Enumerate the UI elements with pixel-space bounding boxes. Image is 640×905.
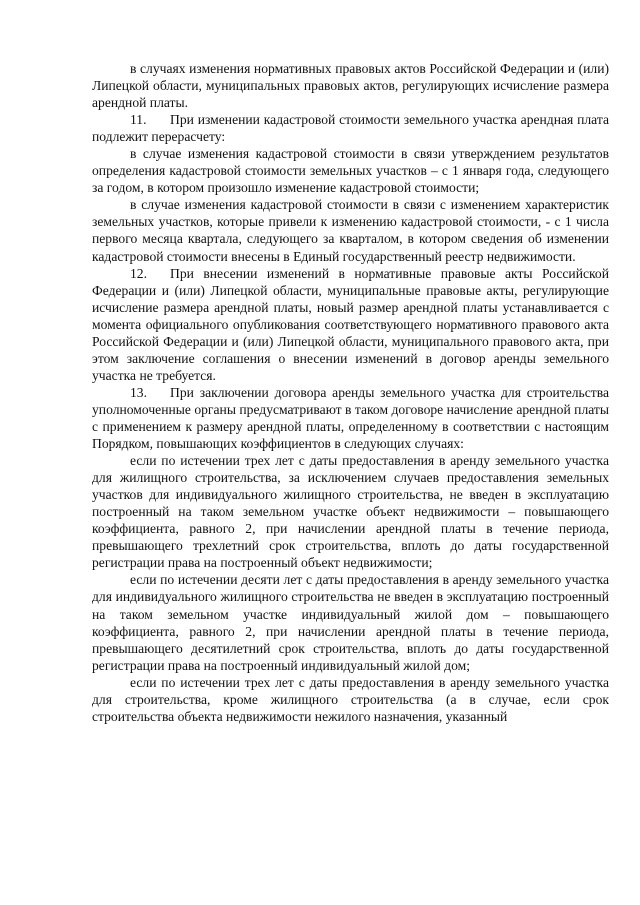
clause-number: 12. [130,265,147,281]
clause-number: 13. [130,384,147,400]
clause-12 [92,265,609,384]
paragraph [92,60,609,111]
paragraph-text: если по истечении десяти лет с даты предоставления в аренду земельного участка для индивидуального жилищного строительства не введен в эксплуатацию построенный на таком земельном участке индивидуальный жилой дом – повышающего коэффициента, равного 2, при начислении арендной платы в течение периода, превышающего десятилетний срок строительства, вплоть до даты государственной регистрации права на построенный индивидуальный жилой дом; [92,572,609,673]
paragraph-text: если по истечении трех лет с даты предоставления в аренду земельного участка для жилищного строительства, за исключением случаев предоставления земельных участков для индивидуального жилищного строительства, не введен в эксплуатацию построенный на таком земельном участке объект недвижимости – повышающего коэффициента, равного 2, при начислении арендной платы в течение периода, превышающего трехлетний срок строительства, вплоть до даты государственной регистрации права на построенный объект недвижимости; [92,453,609,571]
paragraph-text: При заключении договора аренды земельного участка для строительства уполномоченные органы предусматривают в таком договоре начисление арендной платы с применением к размеру арендной платы, определенному в соответствии с настоящим Порядком, повышающих коэффициентов в следующих случаях: [92,384,609,452]
paragraph-text: При внесении изменений в нормативные правовые акты Российской Федерации и (или) Липецкой области, муниципальные правовые акты, регулирующие исчисление размера арендной платы, новый размер арендной платы устанавливается с момента официального опубликования соответствующего нормативного правового акта Российской Федерации и (или) Липецкой области, муниципального правового акта, при этом заключение соглашения о внесении изменений в договор аренды земельного участка не требуется. [92,265,609,383]
document-page [92,60,609,725]
paragraph [92,452,609,571]
paragraph [92,145,609,196]
paragraph-text: если по истечении трех лет с даты предоставления в аренду земельного участка для строительства, кроме жилищного строительства (а в случае, если срок строительства объекта недвижимости нежилого назначения, указанный [92,674,609,724]
clause-13 [92,384,609,452]
clause-number: 11. [130,112,147,128]
paragraph [92,571,609,673]
paragraph-text: в случае изменения кадастровой стоимости в связи с изменением характеристик земельных участков, которые привели к изменению кадастровой стоимости, - с 1 числа первого месяца квартала, следующего за кварталом, в котором сведения об изменении кадастровой стоимости внесены в Единый государственный реестр недвижимости. [92,197,609,264]
clause-11 [92,111,609,145]
paragraph-text: При изменении кадастровой стоимости земельного участка арендная плата подлежит перерасчету: [92,112,609,145]
paragraph [92,674,609,725]
paragraph-text: в случаях изменения нормативных правовых актов Российской Федерации и (или) Липецкой области, муниципальных правовых актов, регулирующих исчисление размера арендной платы. [92,61,609,111]
paragraph-text: в случае изменения кадастровой стоимости в связи утверждением результатов определения кадастровой стоимости земельных участков – с 1 января года, следующего за годом, в котором произошло изменение кадастровой стоимости; [92,146,609,196]
paragraph [92,196,609,264]
